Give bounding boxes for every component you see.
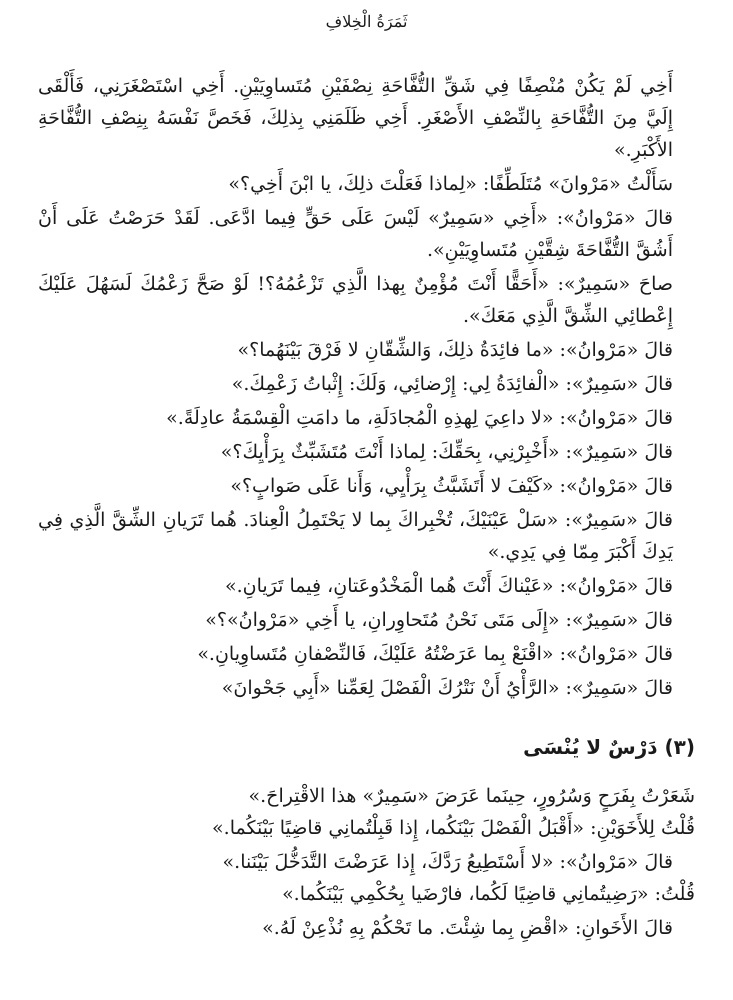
section-paragraph: قُلْتُ: «رَضِيتُمانِي قاضِيًا لَكُما، فارْضَيا بِحُكْمِي بَيْنَكُما.» — [282, 883, 695, 905]
section-heading: (٣) دَرْسٌ لا يُنْسَى — [523, 735, 695, 759]
dialogue-line: قالَ «سَمِيرٌ»: «الرَّأْيُ أَنْ نَتْرُكَ الْفَصْلَ لِعَمِّنا «أَبِي جَحْوانَ» — [221, 677, 673, 699]
dialogue-line: قالَ «سَمِيرٌ»: «سَلْ عَيْنَيْكَ، تُخْبِراكَ بِما لا يَحْتَمِلُ الْعِنادَ. هُما تَرَيانِ الشِّقَّ الَّذِي فِي يَدِكَ أَكْبَرَ مِمّا فِي يَدِي.» — [38, 509, 673, 563]
running-header: ثَمَرَةُ الْخِلافِ — [325, 12, 408, 31]
dialogue-line: قالَ «مَرْوانُ»: «لا داعِيَ لِهذِهِ الْمُجادَلَةِ، ما دامَتِ الْقِسْمَةُ عادِلَةً.» — [166, 407, 673, 429]
section-paragraph: قُلْتُ لِلأَخَوَيْنِ: «أَقْبَلُ الْفَصْلَ بَيْنَكُما، إِذا قَبِلْتُمانِي قاضِيًا بَيْنَكُما.» — [212, 817, 695, 839]
section-body — [38, 780, 695, 944]
dialogue-line: قالَ «سَمِيرٌ»: «أَخْبِرْنِي، بِحَقِّكَ: لِماذا أَنْتَ مُتَشَبِّثٌ بِرَأْيِكَ؟» — [220, 441, 673, 463]
section-paragraph: قالَ «مَرْوانُ»: «لا أَسْتَطِيعُ رَدَّكَ، إِذا عَرَضْتَ التَّدَخُّلَ بَيْنَنا.» — [222, 851, 673, 873]
dialogue-line: سَأَلْتُ «مَرْوانَ» مُتَلَطِّفًا: «لِماذا فَعَلْتَ ذلِكَ، يا ابْنَ أَخِي؟» — [228, 173, 673, 195]
dialogue-line: قالَ «سَمِيرٌ»: «إِلَى مَتَى نَحْنُ مُتَحاوِرانِ، يا أَخِي «مَرْوانُ»؟» — [205, 609, 673, 631]
dialogue-line: قالَ «سَمِيرٌ»: «الْفائِدَةُ لِي: إِرْضائِي، وَلَكَ: إِثْباتُ زَعْمِكَ.» — [231, 373, 673, 395]
dialogue-line: قالَ «مَرْوانُ»: «ما فائِدَةُ ذلِكَ، وَالشِّقّانِ لا فَرْقَ بَيْنَهُما؟» — [237, 339, 673, 361]
opening-paragraph: أَخِي لَمْ يَكُنْ مُنْصِفًا فِي شَقِّ التُّفَّاحَةِ نِصْفَيْنِ مُتَساوِيَيْنِ. أَخِي اسْتَصْغَرَنِي، فَأَلْقَى إِلَيَّ مِنَ التُّفَّاحَةِ بِالنِّصْفِ الأَصْغَرِ. أَخِي ظَلَمَنِي بِذلِكَ، فَخَصَّ نَفْسَهُ بِنِصْفِ التُّفَّاحَةِ الأَكْبَرِ.» — [38, 75, 673, 161]
dialogue-line: قالَ «مَرْوانُ»: «أَخِي «سَمِيرٌ» لَيْسَ عَلَى حَقٍّ فِيما ادَّعَى. لَقَدْ حَرَصْتُ عَلَى أَنْ أَشُقَّ التُّفَّاحَةَ شِقَّيْنِ مُتَساوِيَيْنِ». — [38, 207, 673, 261]
dialogue-line: قالَ «مَرْوانُ»: «اقْنَعْ بِما عَرَضْتُهُ عَلَيْكَ، فَالنِّصْفانِ مُتَساوِيانِ.» — [197, 643, 673, 665]
section-paragraph: شَعَرْتُ بِفَرَحٍ وَسُرُورٍ، حِينَما عَرَضَ «سَمِيرٌ» هذا الاقْتِراحَ.» — [248, 785, 695, 807]
dialogue-block — [38, 168, 695, 704]
dialogue-line: صاحَ «سَمِيرٌ»: «أَحَقًّا أَنْتَ مُؤْمِنٌ بِهذا الَّذِي تَزْعُمُهُ؟! لَوْ صَحَّ زَعْمُكَ لَسَهُلَ عَلَيْكَ إِعْطائِي الشِّقَّ الَّذِي مَعَكَ». — [38, 273, 673, 327]
dialogue-line: قالَ «مَرْوانُ»: «عَيْناكَ أَنْتَ هُما الْمَخْدُوعَتانِ، فِيما تَرَيانِ.» — [224, 575, 673, 597]
dialogue-line: قالَ «مَرْوانُ»: «كَيْفَ لا أَتَشَبَّثُ بِرَأْيِي، وَأَنا عَلَى صَوابٍ؟» — [230, 475, 673, 497]
section-paragraph: قالَ الأَخَوانِ: «اقْضِ بِما شِئْتَ. ما تَحْكُمْ بِهِ نُذْعِنْ لَهُ.» — [262, 917, 673, 939]
